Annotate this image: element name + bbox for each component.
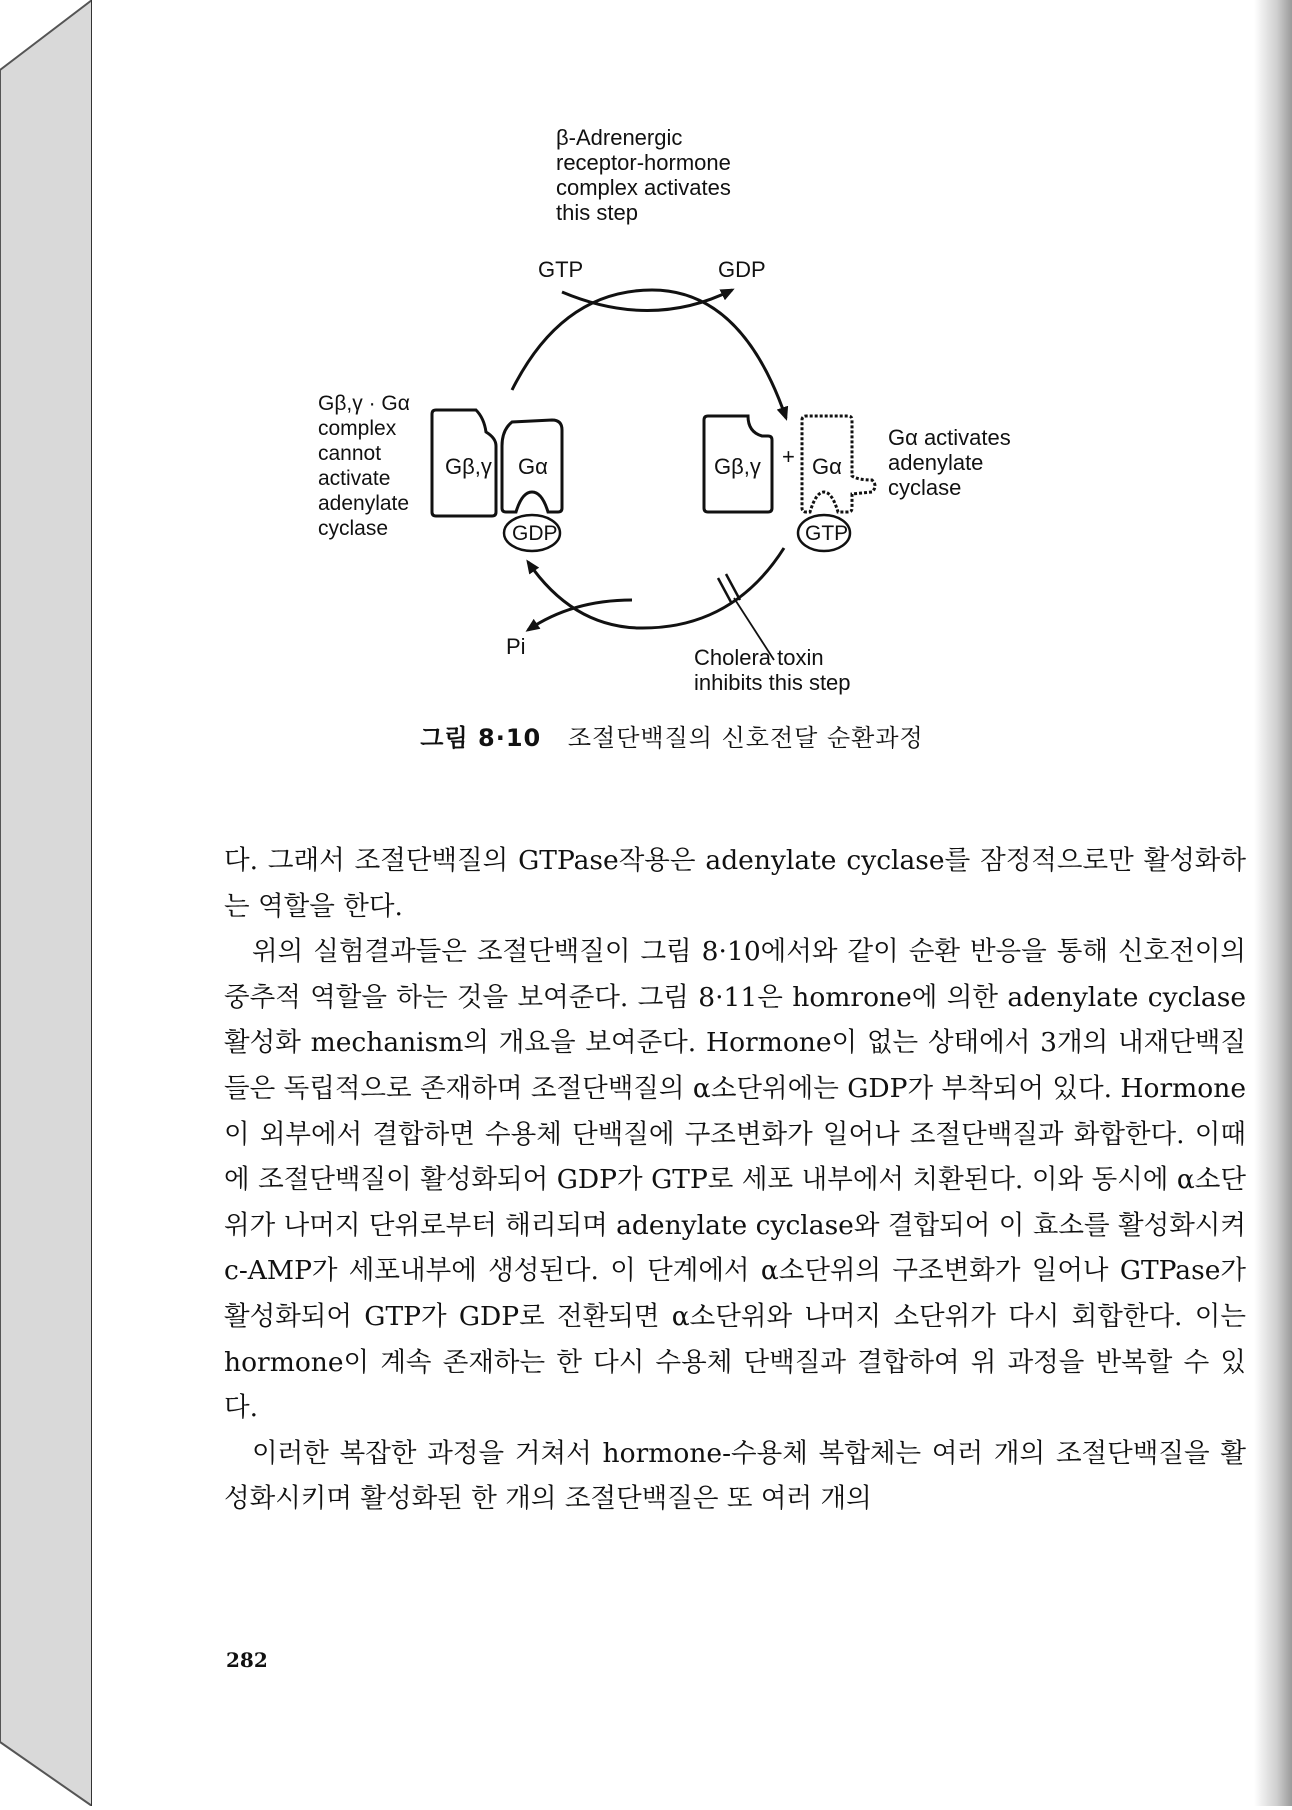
top-note-line: this step: [556, 200, 638, 225]
page-number: 282: [226, 1648, 268, 1672]
left-note-line: cannot: [318, 442, 382, 465]
figure-caption: [92, 718, 1252, 753]
body-text: [224, 838, 1246, 1522]
book-spine: [0, 0, 96, 1806]
figure-8-10: [92, 0, 1252, 780]
right-note-line: adenylate: [888, 450, 984, 475]
top-annotation: [556, 125, 731, 225]
left-note-line: Gβ,γ · Gα: [318, 392, 410, 415]
right-note-line: cyclase: [888, 475, 962, 500]
gdp-label: GDP: [718, 257, 766, 282]
figure-title: 조절단백질의 신호전달 순환과정: [567, 724, 924, 752]
left-beta-gamma-subunit: Gβ,γ: [445, 454, 492, 479]
bottom-annotation: [694, 645, 851, 695]
top-note-line: receptor-hormone: [556, 150, 731, 175]
right-alpha-subunit: Gα: [812, 454, 842, 479]
gtp-label: GTP: [538, 257, 584, 282]
figure-number: 그림 8·10: [420, 724, 542, 752]
right-annotation: [888, 425, 1011, 500]
plus-sign: +: [782, 444, 795, 469]
paragraph: 이러한 복잡한 과정을 거쳐서 hormone-수용체 복합체는 여러 개의 조절단백질을 활성화시키며 활성화된 한 개의 조절단백질은 또 여러 개의: [224, 1437, 1246, 1515]
top-note-line: complex activates: [556, 175, 731, 200]
left-note-line: activate: [318, 467, 391, 490]
bottom-note-line: inhibits this step: [694, 670, 851, 695]
active-g-protein-subunits: [704, 416, 875, 551]
right-beta-gamma-subunit: Gβ,γ: [714, 454, 761, 479]
paragraph: 위의 실험결과들은 조절단백질이 그림 8·10에서와 같이 순환 반응을 통해 신호전이의 중추적 역할을 하는 것을 보여준다. 그림 8·11은 homrone에 의한 adenylate cyclase 활성화 mechanism의 개요을 보여준다. Hormone이 없는 상태에서 3개의 내재단백질들은 독립적으로 존재하며 조절단백질의 α소단위에는 GDP가 부착되어 있다. Hormone이 외부에서 결합하면 수용체 단백질에 구조변화가 일어나 조절단백질과 화합한다. 이때에 조절단백질이 활성화되어 GDP가 GTP로 세포 내부에서 치환된다. 이와 동시에 α소단위가 나머지 단위로부터 해리되며 adenylate cyclase와 결합되어 이 효소를 활성화시켜 c-AMP가 세포내부에 생성된다. 이 단계에서 α소단위의 구조변화가 일어나 GTPase가 활성화되어 GTP가 GDP로 전환되면 α소단위와 나머지 소단위가 다시 회합한다. 이는 hormone이 계속 존재하는 한 다시 수용체 단백질과 결합하여 위 과정을 반복할 수 있다.: [224, 936, 1246, 1424]
inactive-g-protein-complex: [432, 410, 562, 551]
left-note-line: adenylate: [318, 492, 410, 515]
left-note-line: complex: [318, 417, 397, 440]
left-note-line: cyclase: [318, 517, 389, 540]
left-gdp: GDP: [512, 522, 558, 545]
right-gtp: GTP: [805, 522, 849, 545]
book-page: [92, 0, 1252, 1806]
left-annotation: [318, 392, 410, 540]
paragraph: 다. 그래서 조절단백질의 GTPase작용은 adenylate cyclase를 잠정적으로만 활성화하는 역할을 한다.: [224, 845, 1246, 922]
right-note-line: Gα activates: [888, 425, 1011, 450]
exchange-arrow: [562, 290, 732, 311]
left-alpha-subunit: Gα: [518, 454, 548, 479]
top-note-line: β-Adrenergic: [556, 125, 683, 150]
pi-label: Pi: [506, 634, 526, 659]
bottom-note-line: Cholera toxin: [694, 645, 824, 670]
page-edge-shadow: [1254, 0, 1292, 1806]
